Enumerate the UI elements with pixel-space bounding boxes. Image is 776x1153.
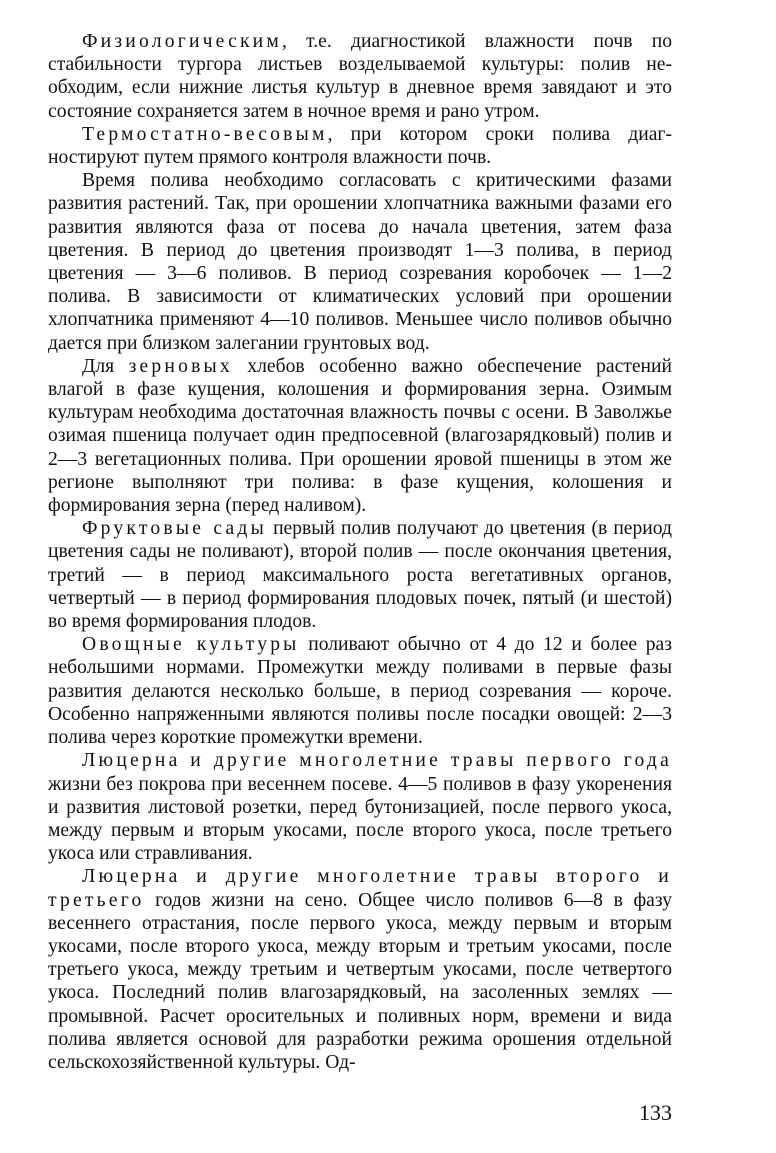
paragraph-irrigation-timing — [48, 169, 672, 355]
paragraph-lead-prefix: Для — [82, 355, 129, 377]
paragraph-orchards — [48, 517, 672, 633]
paragraph-text: , при котором сроки полива диагностируют путем прямого контроля влажности почв. — [48, 123, 672, 169]
paragraph-text: годов жизни на сено. Общее число поливов 6—8 в фазу весеннего отрастания, после первого укоса, между первым и вторым укосами, после второго укоса, между вторым и третьим укосами, после третьего укоса, между третьим и четвертым укосами, после четвертого укоса. Последний полив влагозарядковый, на засоленных землях — промывной. Расчет оросительных и поливных норм, времени и вида полива является основой для разработки режима орошения отдельной сельскохозяйственной культуры. Од- — [48, 889, 672, 1073]
term-alfalfa-first-year: Люцерна и другие многолетние травы первого года — [82, 750, 672, 772]
page-number: 133 — [639, 1100, 672, 1125]
paragraph-text: , т.е. диагностикой влажности почв по стабильности тургора листьев возделываемой культуры: полив необходим, если нижние листья культур в дневное время завядают и это состояние сохраняется затем в ночное время и рано утром. — [48, 31, 672, 122]
paragraph-physiological — [48, 30, 672, 123]
term-thermostatic: Термостатно-весовым — [82, 123, 328, 145]
paragraph-alfalfa-first-year — [48, 749, 672, 865]
paragraph-text: первый полив получают до цветения (в период цветения сады не поливают), второй полив — после окончания цветения, третий — в период максимального роста вегетативных органов, четвертый — в период формирования плодовых почек, пятый (и шестой) во время формирования плодов. — [48, 518, 672, 633]
paragraph-text: хлебов особенно важно обеспечение растений влагой в фазе кущения, колошения и формирования зерна. Озимым культурам необходима достаточная влажность почвы с осени. В Заволжье озимая пшеница получает один предпосевной (влагозарядковый) полив и 2—3 вегетационных полива. При орошении яровой пшеницы в этом же регионе выполняют три полива: в фазе кущения, колошения и формирования зерна (перед наливом). — [48, 355, 672, 517]
term-grain: зерновых — [128, 355, 233, 377]
paragraph-text: жизни без покрова при весеннем посеве. 4—5 поливов в фазу укоренения и развития листовой розетки, перед бутонизацией, после первого укоса, между первым и вторым укосами, после второго укоса, после третьего укоса или стравливания. — [48, 773, 672, 865]
page-body — [48, 30, 672, 1074]
paragraph-text: Время полива необходимо согласовать с критическими фазами развития растений. Так, при орошении хлопчатника важными фазами его развития являются фаза от посева до начала цветения, затем фаза цветения. В период до цветения производят 1—3 полива, в период цветения — 3—6 поливов. В период созревания коробочек — 1—2 полива. В зависимости от климатических условий при орошении хлопчатника применяют 4—10 поливов. Меньшее число поливов обычно дается при близком залегании грунтовых вод. — [48, 170, 672, 354]
term-vegetables: Овощные культуры — [82, 634, 300, 656]
paragraph-text: поливают обычно от 4 до 12 и более раз небольшими нормами. Промежутки между поливами в первые фазы развития делаются несколько больше, в период созревания — короче. Особенно напряженными являются поливы после посадки овощей: 2—3 полива через короткие промежутки времени. — [48, 634, 672, 749]
paragraph-vegetables — [48, 633, 672, 749]
paragraph-alfalfa-second-third-year — [48, 865, 672, 1074]
paragraph-thermostatic — [48, 123, 672, 169]
term-alfalfa-second-third-year: Люцерна и другие многолетние травы второго и третьего — [48, 866, 672, 911]
term-physiological: Физиологическим — [82, 31, 282, 52]
term-orchards: Фруктовые сады — [82, 518, 267, 540]
paragraph-grain — [48, 355, 672, 517]
